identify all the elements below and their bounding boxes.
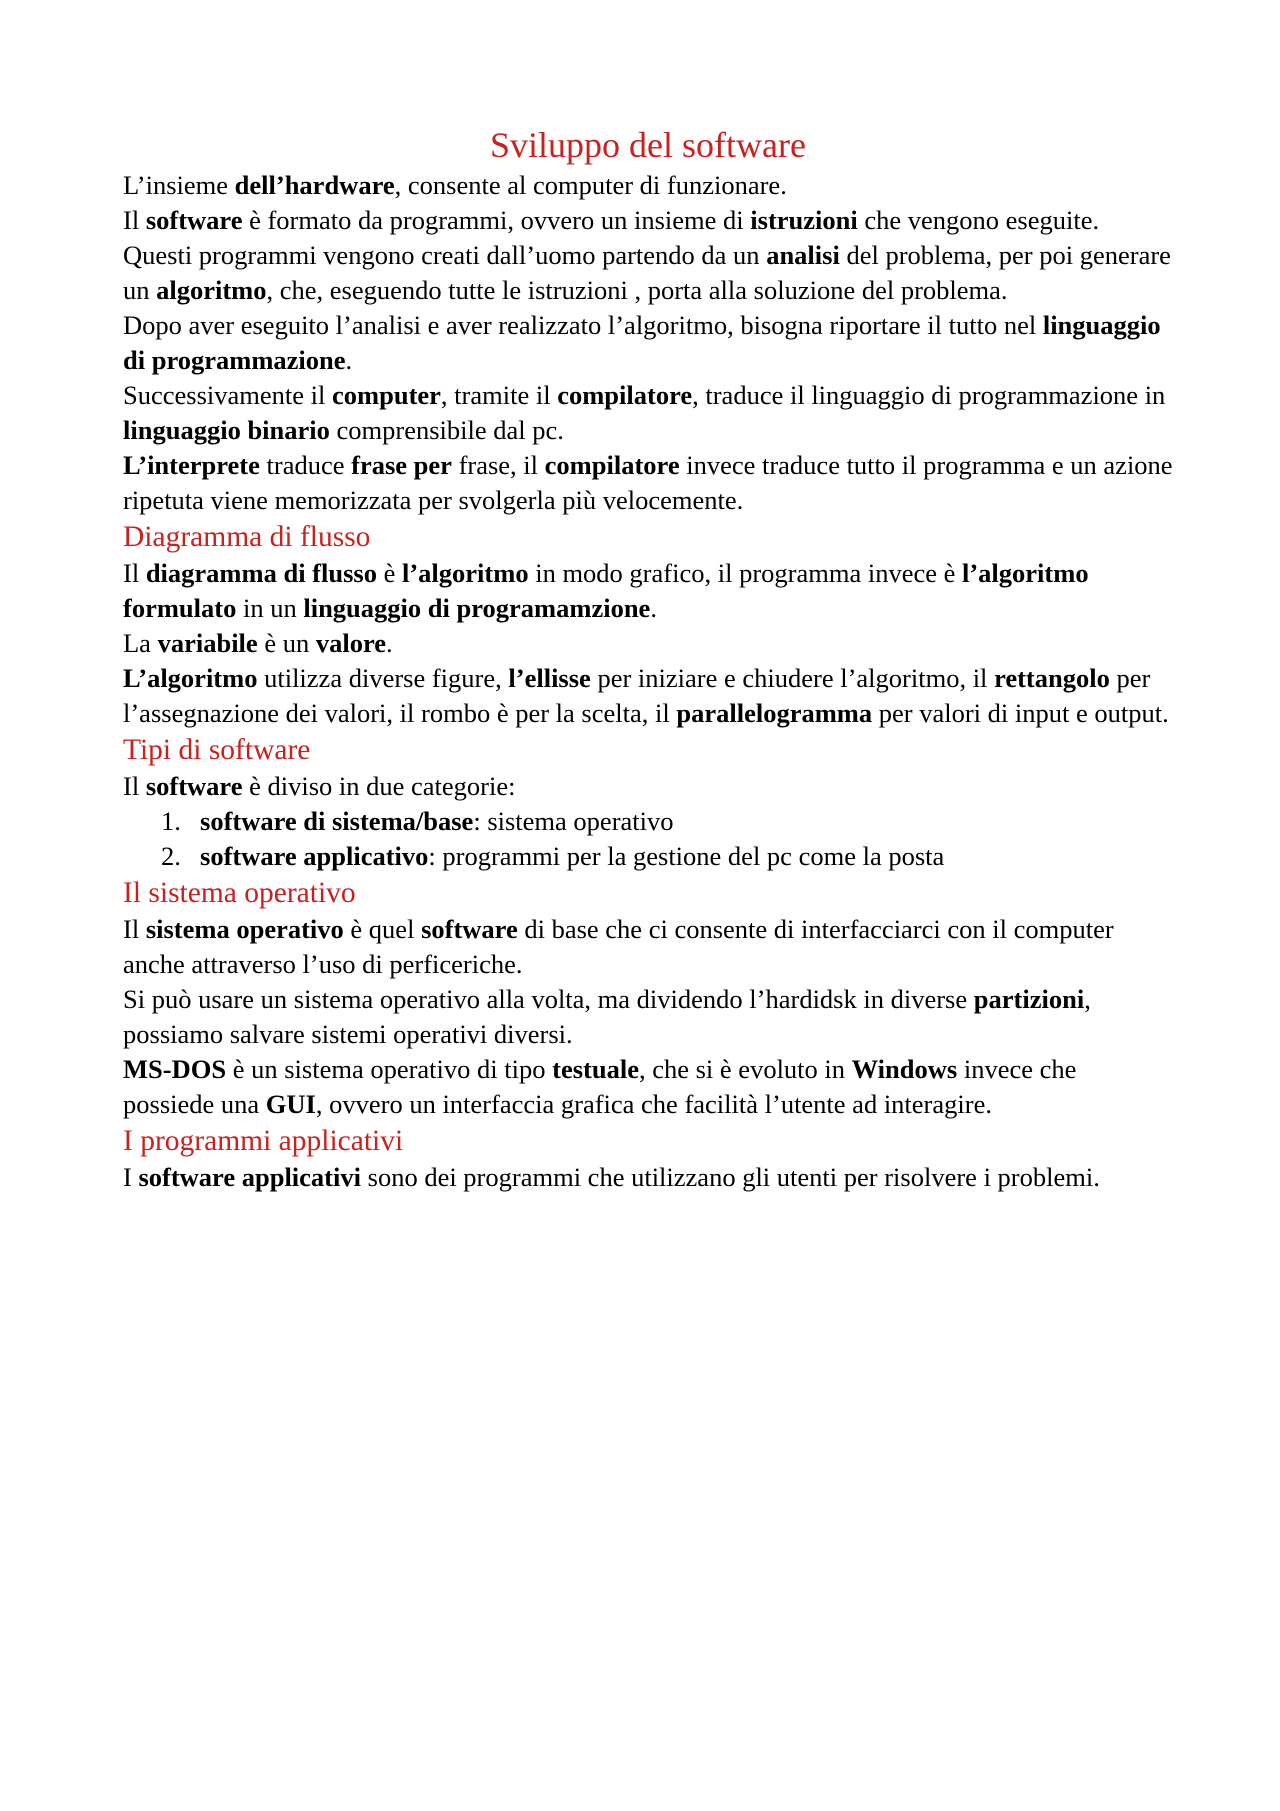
bold-term: sistema operativo [145, 914, 344, 944]
document-body [123, 168, 1173, 1195]
text-run: in modo grafico, il programma invece è [528, 558, 962, 588]
bold-term: software di sistema/base [200, 806, 474, 836]
paragraph [123, 238, 1173, 308]
text-run: Il [123, 914, 146, 944]
text-run: è un [257, 628, 316, 658]
bold-term: dell’hardware [234, 170, 395, 200]
paragraph [123, 168, 1173, 203]
text-run: , consente al computer di funzionare. [394, 170, 787, 200]
text-run: , ovvero un interfaccia grafica che facilità l’utente ad interagire. [315, 1089, 992, 1119]
paragraph [123, 203, 1173, 238]
bold-term: GUI [265, 1089, 316, 1119]
text-run: sono dei programmi che utilizzano gli utenti per risolvere i problemi. [361, 1162, 1100, 1192]
text-run: I [123, 1162, 139, 1192]
bold-term: computer [332, 380, 441, 410]
text-run: , traduce il linguaggio di programmazione in [692, 380, 1166, 410]
paragraph [123, 626, 1173, 661]
text-run: . [650, 593, 657, 623]
text-run: , tramite il [440, 380, 558, 410]
text-run: , che si è evoluto in [638, 1054, 852, 1084]
paragraph [123, 661, 1173, 731]
text-run: Successivamente il [123, 380, 332, 410]
paragraph [123, 1052, 1173, 1122]
text-run: . [345, 345, 353, 375]
text-run: è diviso in due categorie: [242, 771, 516, 801]
text-run: è un sistema operativo di tipo [226, 1054, 553, 1084]
text-run: : programmi per la gestione del pc come la posta [428, 841, 945, 871]
bold-term: frase per [351, 450, 452, 480]
text-run: Questi programmi vengono creati dall’uomo partendo da un [123, 240, 767, 270]
bold-term: linguaggio di programamzione [303, 593, 651, 623]
text-run: invece che possiede una [123, 1054, 1077, 1119]
bold-term: compilatore [557, 380, 693, 410]
bold-term: software [145, 771, 243, 801]
text-run: è [376, 558, 402, 588]
bold-term: parallelogramma [676, 698, 873, 728]
text-run: per l’assegnazione dei valori, il rombo è per la scelta, il [123, 663, 1151, 728]
text-run: frase, il [451, 450, 545, 480]
paragraph [123, 982, 1173, 1052]
list-number: 2. [161, 841, 181, 871]
text-run: per iniziare e chiudere l’algoritmo, il [590, 663, 995, 693]
text-run: Il [123, 205, 146, 235]
text-run: L’insieme [123, 170, 235, 200]
text-run: Il [123, 771, 146, 801]
list-number: 1. [161, 806, 181, 836]
text-run: di base che ci consente di interfacciarci con il computer anche attraverso l’uso di perficeriche. [123, 914, 1114, 979]
bold-term: analisi [766, 240, 840, 270]
text-run: , che, eseguendo tutte le istruzioni , porta alla soluzione del problema. [266, 275, 1008, 305]
bold-term: l’algoritmo formulato [123, 558, 1089, 623]
text-run: . [386, 628, 393, 658]
bold-term: software [421, 914, 518, 944]
bold-term: rettangolo [994, 663, 1110, 693]
text-run: è formato da programmi, ovvero un insieme di [242, 205, 751, 235]
bold-term: MS-DOS [123, 1054, 227, 1084]
document-title: Sviluppo del software [490, 125, 806, 165]
bold-term: L’algoritmo [123, 663, 258, 693]
text-run: per valori di input e output. [872, 698, 1169, 728]
bold-term: linguaggio binario [123, 415, 330, 445]
bold-term: linguaggio di programmazione [123, 310, 1161, 375]
section-heading: Il sistema operativo [123, 877, 356, 909]
bold-term: l’ellisse [508, 663, 591, 693]
paragraph [123, 448, 1173, 518]
paragraph [123, 769, 1173, 804]
text-run: che vengono eseguite. [857, 205, 1100, 235]
list-item [123, 839, 1173, 874]
section-heading: I programmi applicativi [123, 1125, 404, 1157]
text-run: comprensibile dal pc. [329, 415, 564, 445]
section-heading: Tipi di software [123, 734, 311, 766]
list-item [123, 804, 1173, 839]
text-run: traduce [259, 450, 352, 480]
bold-term: Windows [851, 1054, 958, 1084]
section-heading: Diagramma di flusso [123, 521, 371, 553]
paragraph [123, 556, 1173, 626]
bold-term: istruzioni [750, 205, 858, 235]
bold-term: software applicativi [138, 1162, 361, 1192]
paragraph [123, 912, 1173, 982]
bold-term: l’algoritmo [402, 558, 529, 588]
bold-term: partizioni [973, 984, 1085, 1014]
text-run: La [123, 628, 158, 658]
paragraph [123, 308, 1173, 378]
text-run: utilizza diverse figure, [257, 663, 509, 693]
text-run: Dopo aver eseguito l’analisi e aver realizzato l’algoritmo, bisogna riportare il tutto nel [123, 310, 1043, 340]
paragraph [123, 378, 1173, 448]
text-run: invece traduce tutto il programma e un azione ripetuta viene memorizzata per svolgerla più velocemente. [123, 450, 1173, 515]
document-page [123, 122, 1173, 1195]
bold-term: testuale [552, 1054, 639, 1084]
paragraph [123, 1160, 1173, 1195]
bold-term: valore [315, 628, 386, 658]
bold-term: algoritmo [156, 275, 267, 305]
bold-term: software [145, 205, 243, 235]
text-run: : sistema operativo [473, 806, 674, 836]
text-run: Il [123, 558, 146, 588]
bold-term: diagramma di flusso [145, 558, 377, 588]
text-run: , possiamo salvare sistemi operativi diversi. [123, 984, 1091, 1049]
bold-term: L’interprete [123, 450, 260, 480]
bold-term: software applicativo [200, 841, 429, 871]
text-run: è quel [343, 914, 422, 944]
text-run: Si può usare un sistema operativo alla volta, ma dividendo l’hardidsk in diverse [123, 984, 974, 1014]
bold-term: variabile [157, 628, 258, 658]
bold-term: compilatore [544, 450, 680, 480]
numbered-list [123, 804, 1173, 874]
text-run: in un [236, 593, 304, 623]
text-run: del problema, per poi generare un [123, 240, 1171, 305]
